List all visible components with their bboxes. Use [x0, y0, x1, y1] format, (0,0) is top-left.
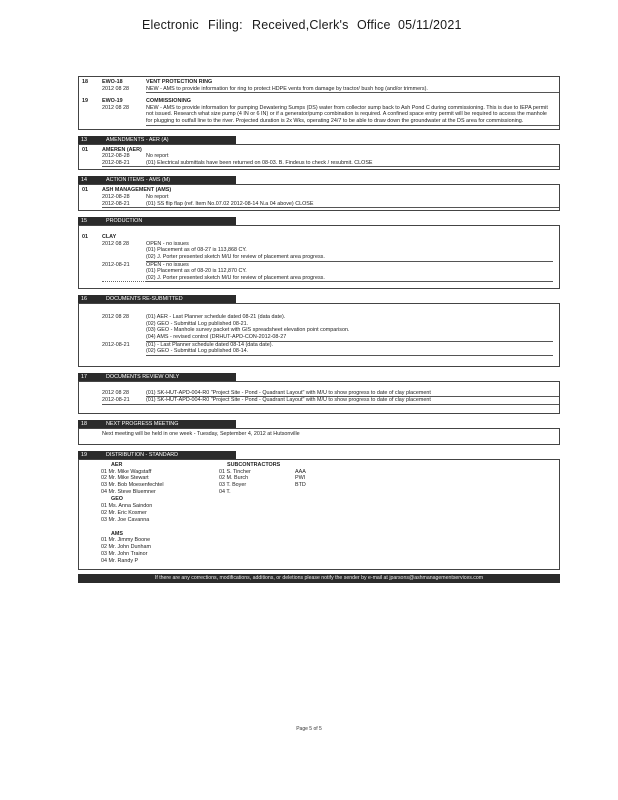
clay-group-2: 2012-08-21 OPEN - no issues (01) Placement as of 08-20 is 112,870 CY. (02) J. Porter presented sketch M/U for review of placement area progress. [79, 262, 559, 283]
section-16-box [78, 303, 560, 367]
dist-sub-4: 04 T. [219, 489, 231, 496]
dist-sub-3: 03 T. Boyer BTD [219, 482, 306, 489]
efiling-stamp [0, 18, 618, 38]
section-18-header: 18 NEXT PROGRESS MEETING [78, 420, 236, 428]
ewo-18-body: 2012 08 28 NEW - AMS to provide information for ring to protect HDPE vents from damage by tractor/ bush hog (and/or trimmers). [79, 86, 559, 94]
section-19-header: 19 DISTRIBUTION - STANDARD [78, 451, 236, 459]
stamp-filing: Filing: [208, 18, 243, 32]
section-18-box [78, 428, 560, 445]
section-13-header: 13 AMENDMENTS - AER (A) [78, 136, 236, 144]
dist-geo-3: 03 Mr. Joe Cavanna [101, 516, 150, 523]
ewo-items-box [78, 76, 560, 130]
dist-ams-3: 03 Mr. John Trainor [101, 551, 148, 558]
section-14-header: 14 ACTION ITEMS - AMS (M) [78, 176, 236, 184]
dist-ams-1: 01 Mr. Jimmy Boone [101, 537, 151, 544]
stamp-electronic: Electronic [142, 18, 199, 32]
dist-sub-1: 01 S. Tincher AAA [219, 468, 306, 475]
distribution-left-col: AER 01 Mr. Mike Wagstaff 02 Mr. Mike Stewart 03 Mr. Bob Moesenfechtel 04 Mr. Steve Bluemner GEO 01 Ms. Anna Saindon 02 Mr. Eric Kosmer 03 Mr. Joe Cavanna AMS 01 Mr. Jimmy Boone 02 Mr. John Dunham 03 Mr. John Trainor 04 Mr. Randy P [79, 462, 219, 565]
dist-ams-4: 04 Mr. Randy P [101, 558, 139, 565]
section-17-header: 17 DOCUMENTS REVIEW ONLY [78, 373, 236, 381]
dist-geo-1: 01 Ms. Anna Saindon [101, 502, 153, 509]
next-meeting-text: Next meeting will be held in one week - Tuesday, September 4, 2012 at Hutsonville [102, 431, 300, 438]
stamp-office: Office [357, 18, 391, 32]
dist-aer-1: 01 Mr. Mike Wagstaff [101, 468, 152, 475]
clay-group-1: 2012 08 28 OPEN - no issues (01) Placement as of 08-27 is 113,868 CY. (02) J. Porter presented sketch M/U for review of placement area progress. [79, 241, 559, 262]
section-17-box: 2012 08 28 (01) SK-HUT-APD-004-R0 "Project Site - Pond - Quadrant Layout" with M/U to show progress to date of clay placement 2012-08-21 (01) SK-HUT-APD-004-R0 "Project Site - Pond - Quadrant Layout" with M/U to show progress to date of clay placement [78, 381, 560, 414]
page-number: Page 5 of 5 [296, 726, 322, 732]
dist-sub-2: 02 M. Burch PWI [219, 475, 306, 482]
dist-geo-2: 02 Mr. Eric Kosmer [101, 509, 147, 516]
ewo-18-head: 18 EWO-18 VENT PROTECTION RING [82, 79, 213, 85]
dist-ams-2: 02 Mr. John Dunham [101, 544, 152, 551]
corrections-notice: If there are any corrections, modifications, additions, or deletions please notify the sender by e-mail at jparsons@ashmanagementservices.com [78, 574, 560, 583]
ewo-19-body: 2012 08 28 NEW - AMS to provide information for pumping Dewatering Sumps (DS) water from collector sump back to Ash Pond C during commissioning. This is due to IEPA permit not issued. Research what size pump (4 IN or 6 IN) or if a generator/pump combination is required. A confined space entry permit will be required to access the manhole for plugging to outfall line to the river. Projected duration is 2x Wks, operating 24/7 to be able to draw down the groundwater at the DS area for commissioning. [79, 105, 559, 126]
docs-group-2: 2012-08-21 (01) - Last Planner schedule dated 08-14 (data date). (02) GEO - Submittal Log published 08-14. [79, 342, 559, 356]
dist-aer-3: 03 Mr. Bob Moesenfechtel [101, 482, 164, 489]
dist-aer-2: 02 Mr. Mike Stewart [101, 475, 149, 482]
stamp-received: Received,Clerk's [252, 18, 349, 32]
section-16-header: 16 DOCUMENTS RE-SUBMITTED [78, 295, 236, 303]
section-15-box: 01 CLAY 2012 08 28 OPEN - no issues (01) Placement as of 08-27 is 113,868 CY. (02) J. Porter presented sketch M/U for review of placement area progress. 2012-08-21 OPEN - no issues (01) Placement as of 08-20 is 112,870 CY. (02) J. Porter presented sketch M/U for review of placement area progress. [78, 225, 560, 289]
section-14-box: 01 ASH MANAGEMENT (AMS) 2012-08-28 No report 2012-08-21 (01) SS flip flap (ref. Item No.07.02 2012-08-14 N.a 04 above) CLOSE [78, 184, 560, 211]
section-13-box: 01 AMEREN (AER) 2012-08-28 No report 2012-08-21 (01) Electrical submittals have been returned on 08-03. B. Findeus to check / resubmit. CLOSE [78, 144, 560, 171]
meeting-minutes [78, 76, 560, 583]
distribution-box [78, 459, 560, 570]
stamp-date: 05/11/2021 [398, 18, 462, 32]
docs-group-1: 2012 08 28 (01) AER - Last Planner schedule dated 08-21 (data date). (02) GEO - Submittal Log published 08-21. (03) GEO - Manhole survey packet with GIS spreadsheet elevation point comparison. (04) AMS - revised control (DRHUT-APD-CON-2012-08-27 [79, 314, 559, 341]
ewo-19-head: 19 EWO-19 COMMISSIONING [82, 98, 191, 105]
dist-aer-4: 04 Mr. Steve Bluemner [101, 489, 156, 496]
section-15-header: 15 PRODUCTION [78, 217, 236, 225]
distribution-right-col: SUBCONTRACTORS 01 S. Tincher AAA 02 M. Burch PWI 03 T. Boyer BTD 04 T. [219, 462, 369, 565]
